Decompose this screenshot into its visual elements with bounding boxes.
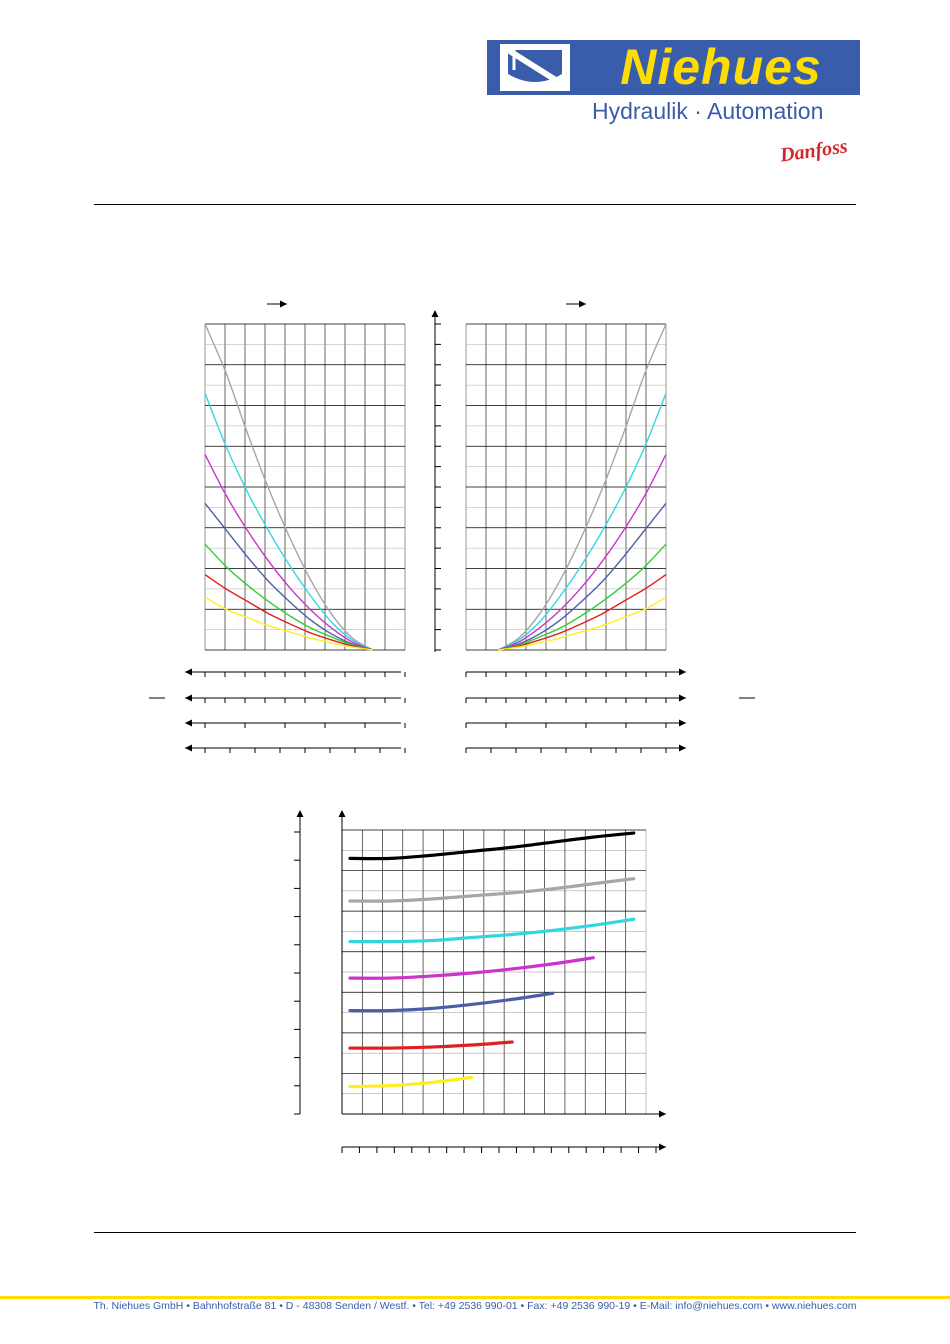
- bottom-chart: [294, 810, 666, 1153]
- x-scale-arrow: [679, 695, 686, 702]
- secondary-x-arrow: [659, 1144, 666, 1151]
- shared-y-axis: [432, 310, 442, 652]
- x-scale-arrow: [185, 745, 192, 752]
- series-line-gray: [350, 879, 634, 901]
- right-chart: [466, 301, 755, 754]
- series-line-blue: [350, 993, 553, 1010]
- y-axis-arrow: [339, 810, 346, 817]
- x-scale-arrow: [185, 695, 192, 702]
- footer-contact: Th. Niehues GmbH • Bahnhofstraße 81 • D - 48308 Senden / Westf. • Tel: +49 2536 990-01 • Fax: +49 2536 990-19 • E-Mail: info@niehues.com • www.niehues.com: [93, 1300, 857, 1312]
- secondary-y-axis-arrow: [297, 810, 304, 817]
- x-scale-arrow: [185, 720, 192, 727]
- left-chart: [149, 301, 405, 754]
- series-line-blue: [205, 503, 373, 650]
- brand-tagline: Hydraulik · Automation: [592, 98, 824, 124]
- danfoss-logo: Danfoss: [778, 135, 849, 167]
- series-line-yellow: [350, 1077, 472, 1086]
- series-line-cyan: [350, 919, 634, 941]
- series-line-blue: [498, 503, 666, 650]
- footer-accent-line: [0, 1296, 950, 1299]
- series-line-magenta: [205, 454, 373, 650]
- series-line-red: [350, 1042, 512, 1048]
- direction-arrow-head: [280, 301, 287, 308]
- brand-name: Niehues: [620, 39, 822, 95]
- x-scale-arrow: [679, 745, 686, 752]
- series-line-black: [350, 833, 634, 859]
- direction-arrow-head: [579, 301, 586, 308]
- x-scale-arrow: [679, 720, 686, 727]
- x-scale-arrow: [679, 669, 686, 676]
- footer-divider: [94, 1232, 856, 1233]
- y-axis-arrow: [432, 310, 439, 317]
- series-line-magenta: [350, 958, 593, 978]
- series-line-magenta: [498, 454, 666, 650]
- x-scale-arrow: [185, 669, 192, 676]
- x-axis-arrow: [659, 1111, 666, 1118]
